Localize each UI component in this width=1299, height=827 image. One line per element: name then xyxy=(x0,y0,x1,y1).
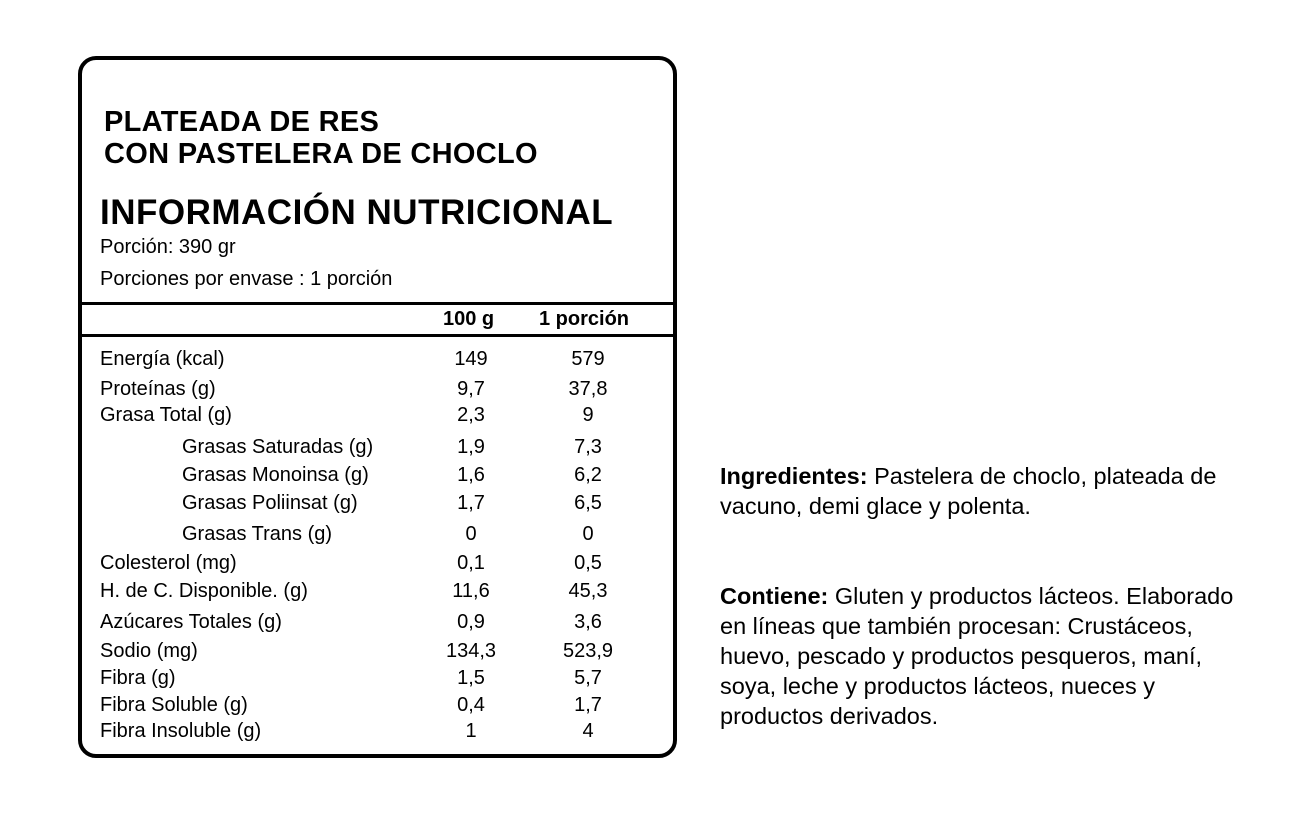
servings-per-container: Porciones por envase : 1 porción xyxy=(100,268,393,290)
nutrient-row xyxy=(0,640,680,666)
nutrient-name: Colesterol (mg) xyxy=(100,552,237,574)
column-header-100g: 100 g xyxy=(443,308,495,330)
nutrient-name: Energía (kcal) xyxy=(100,348,225,370)
column-header-serving: 1 porción xyxy=(539,308,630,330)
nutrient-value-serving: 6,5 xyxy=(574,492,602,514)
table-top-rule xyxy=(80,302,677,305)
nutrient-value-serving: 37,8 xyxy=(568,378,608,400)
nutrient-name: Azúcares Totales (g) xyxy=(100,611,282,633)
nutrient-row xyxy=(0,492,680,518)
nutrition-facts-title: INFORMACIÓN NUTRICIONAL xyxy=(100,193,614,232)
nutrient-value-serving: 6,2 xyxy=(574,464,602,486)
nutrient-row xyxy=(0,378,680,404)
nutrient-value-serving: 3,6 xyxy=(574,611,602,633)
nutrient-row xyxy=(0,436,680,462)
nutrient-value-100g: 0,4 xyxy=(457,694,485,716)
nutrient-name: Grasas Monoinsa (g) xyxy=(182,464,369,486)
nutrient-value-100g: 134,3 xyxy=(445,640,497,662)
nutrient-value-100g: 1,7 xyxy=(457,492,485,514)
nutrient-value-serving: 579 xyxy=(571,348,605,370)
nutrient-value-100g: 9,7 xyxy=(457,378,485,400)
nutrient-row xyxy=(0,667,680,693)
nutrient-value-serving: 0,5 xyxy=(574,552,602,574)
nutrient-name: Grasas Saturadas (g) xyxy=(182,436,374,458)
nutrient-value-100g: 11,6 xyxy=(452,580,490,602)
product-title-line1: PLATEADA DE RES xyxy=(104,106,380,138)
nutrient-value-100g: 1 xyxy=(465,720,477,742)
nutrient-name: H. de C. Disponible. (g) xyxy=(100,580,308,602)
product-title-line2: CON PASTELERA DE CHOCLO xyxy=(104,138,538,170)
nutrient-row xyxy=(0,523,680,549)
nutrient-name: Grasas Poliinsat (g) xyxy=(182,492,358,514)
nutrient-value-serving: 4 xyxy=(582,720,594,742)
nutrient-value-100g: 0,1 xyxy=(457,552,485,574)
nutrient-row xyxy=(0,580,680,606)
allergens-block xyxy=(720,581,1260,731)
nutrient-value-serving: 9 xyxy=(582,404,594,426)
nutrient-value-100g: 1,5 xyxy=(457,667,485,689)
nutrient-value-serving: 0 xyxy=(582,523,594,545)
nutrient-name: Proteínas (g) xyxy=(100,378,216,400)
nutrient-name: Sodio (mg) xyxy=(100,640,198,662)
nutrient-value-100g: 1,9 xyxy=(457,436,485,458)
nutrient-name: Fibra (g) xyxy=(100,667,176,689)
nutrient-row xyxy=(0,720,680,746)
nutrient-row xyxy=(0,611,680,637)
nutrient-name: Grasas Trans (g) xyxy=(182,523,333,545)
nutrient-value-100g: 149 xyxy=(454,348,488,370)
nutrient-row xyxy=(0,464,680,490)
nutrient-value-100g: 1,6 xyxy=(457,464,485,486)
ingredients-label: Ingredientes: xyxy=(720,463,868,489)
ingredients-block xyxy=(720,461,1260,521)
ingredients-text: Pastelera de choclo, plateada de vacuno, demi glace y polenta. xyxy=(720,463,1217,519)
table-header-rule xyxy=(80,334,677,337)
nutrient-row xyxy=(0,404,680,430)
nutrient-value-serving: 523,9 xyxy=(562,640,614,662)
nutrient-name: Grasa Total (g) xyxy=(100,404,232,426)
nutrient-value-serving: 7,3 xyxy=(574,436,602,458)
nutrient-name: Fibra Insoluble (g) xyxy=(100,720,262,742)
nutrient-value-serving: 1,7 xyxy=(574,694,602,716)
nutrient-value-100g: 0 xyxy=(465,523,477,545)
serving-size: Porción: 390 gr xyxy=(100,236,236,258)
contains-label: Contiene: xyxy=(720,583,829,609)
nutrient-row xyxy=(0,694,680,720)
nutrient-row xyxy=(0,552,680,578)
nutrient-value-100g: 2,3 xyxy=(457,404,485,426)
nutrient-value-100g: 0,9 xyxy=(457,611,485,633)
nutrient-value-serving: 45,3 xyxy=(568,580,608,602)
product-title xyxy=(104,106,538,170)
nutrient-row xyxy=(0,348,680,374)
nutrient-value-serving: 5,7 xyxy=(574,667,602,689)
contains-text: Gluten y productos lácteos. Elaborado en líneas que también procesan: Crustáceos, huevo, pescado y productos pesqueros, maní, soya, leche y productos lácteos, nueces y productos derivados. xyxy=(720,583,1234,729)
nutrient-name: Fibra Soluble (g) xyxy=(100,694,248,716)
